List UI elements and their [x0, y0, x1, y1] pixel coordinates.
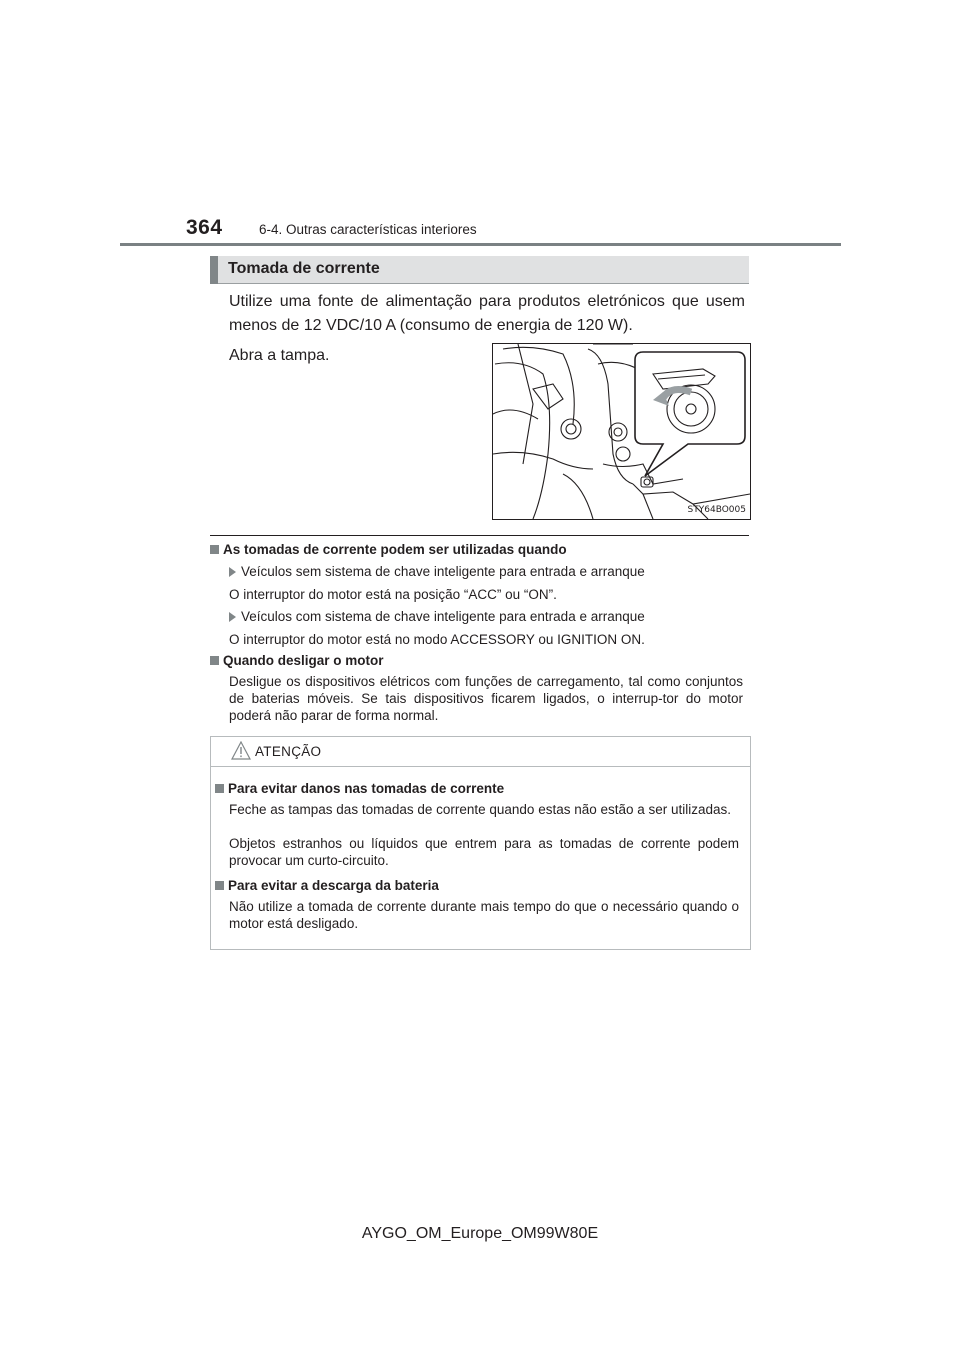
page-number: 364 [186, 216, 223, 239]
notes-divider [210, 535, 749, 536]
section-title: Tomada de corrente [228, 260, 380, 277]
section-heading [210, 256, 749, 284]
warning-triangle-icon [231, 741, 251, 760]
condition-no-smart-key: Veículos sem sistema de chave inteligente para entrada e arranque [229, 563, 645, 580]
caution-text-close-covers: Feche as tampas das tomadas de corrente quando estas não estão a ser utilizadas. [229, 802, 732, 817]
square-bullet-icon [210, 656, 219, 665]
note-heading-engine-off: Quando desligar o motor [210, 653, 384, 668]
condition-text-no-smart-key: O interruptor do motor está na posição “ACC” ou “ON”. [229, 587, 557, 602]
note-heading-usage: As tomadas de corrente podem ser utilizadas quando [210, 542, 567, 557]
power-outlet-illustration [492, 343, 751, 520]
condition-smart-key: Veículos com sistema de chave inteligente para entrada e arranque [229, 608, 645, 625]
caution-box [210, 736, 751, 950]
caution-header-divider [211, 766, 750, 767]
illustration-code: STY64BO005 [687, 505, 746, 515]
square-bullet-icon [215, 784, 224, 793]
triangle-bullet-icon [229, 567, 236, 577]
running-head: 6-4. Outras características interiores [259, 222, 477, 237]
header-rule [120, 243, 841, 246]
triangle-bullet-icon [229, 612, 236, 622]
intro-paragraph: Utilize uma fonte de alimentação para produtos eletrónicos que usem menos de 12 VDC/10 A (consumo de energia de 120 W). [229, 293, 745, 334]
condition-text-smart-key: O interruptor do motor está no modo ACCESSORY ou IGNITION ON. [229, 632, 645, 647]
square-bullet-icon [210, 545, 219, 554]
step-text: Abra a tampa. [229, 347, 330, 364]
caution-text-short-circuit: Objetos estranhos ou líquidos que entrem para as tomadas de corrente podem provocar um curto-circuito. [229, 836, 739, 868]
dashboard-drawing [493, 344, 750, 519]
square-bullet-icon [215, 881, 224, 890]
caution-heading-damage: Para evitar danos nas tomadas de corrente [215, 781, 504, 796]
caution-title: ATENÇÃO [255, 744, 322, 759]
footer-code: AYGO_OM_Europe_OM99W80E [361, 1225, 599, 1242]
caution-heading-battery: Para evitar a descarga da bateria [215, 878, 439, 893]
note-text-engine-off: Desligue os dispositivos elétricos com funções de carregamento, tal como conjuntos de baterias móveis. Se tais dispositivos ficarem ligados, o interrup-tor do motor poderá não parar de forma normal. [229, 674, 743, 723]
heading-accent-bar [210, 256, 218, 284]
caution-text-battery: Não utilize a tomada de corrente durante mais tempo do que o necessário quando o motor está desligado. [229, 899, 739, 931]
